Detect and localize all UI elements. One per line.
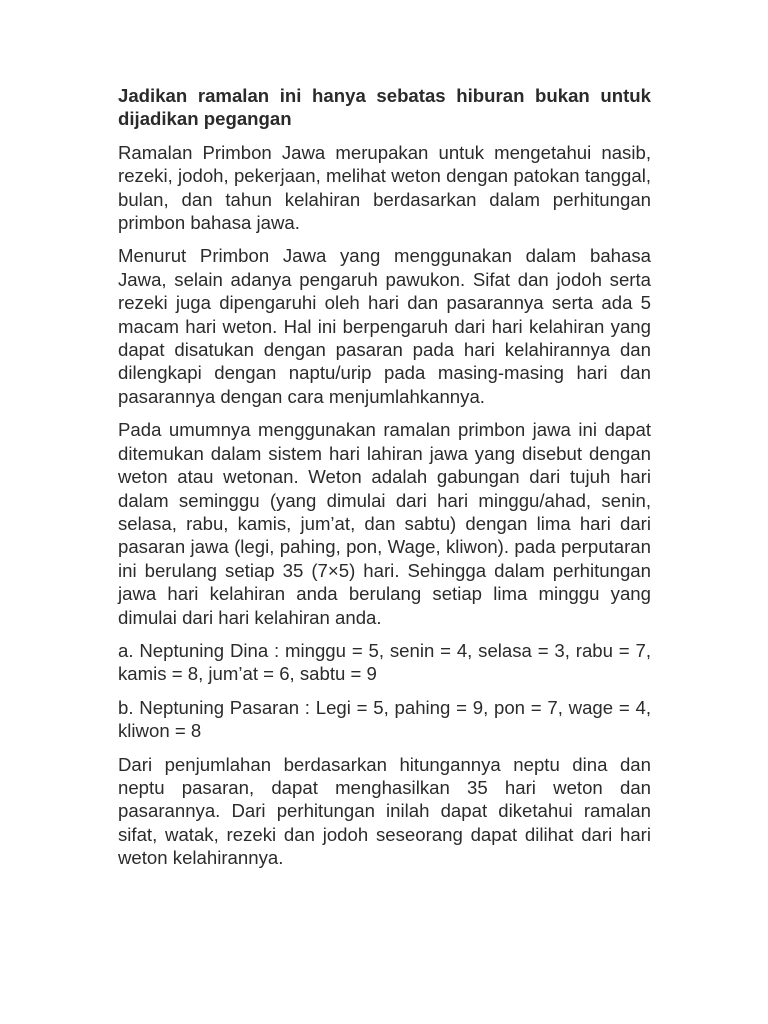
document-heading: Jadikan ramalan ini hanya sebatas hiburan bukan untuk dijadikan pegangan: [118, 85, 651, 130]
document-page: [118, 84, 651, 880]
paragraph-neptuning-pasaran: b. Neptuning Pasaran : Legi = 5, pahing = 9, pon = 7, wage = 4, kliwon = 8: [118, 696, 651, 742]
paragraph-pawukon: Menurut Primbon Jawa yang menggunakan dalam bahasa Jawa, selain adanya pengaruh pawukon. Sifat dan jodoh serta rezeki juga dipengaruhi oleh hari dan pasarannya serta ada 5 macam hari weton. Hal ini berpengaruh dari hari kelahiran yang dapat disatukan dengan pasaran pada hari kelahirannya dan dilengkapi dengan naptu/urip pada masing-masing hari dan pasarannya dengan cara menjumlahkannya.: [118, 245, 651, 407]
paragraph-weton: Pada umumnya menggunakan ramalan primbon jawa ini dapat ditemukan dalam sistem hari lahiran jawa yang disebut dengan weton atau wetonan. Weton adalah gabungan dari tujuh hari dalam seminggu (yang dimulai dari hari minggu/ahad, senin, selasa, rabu, kamis, jum’at, dan sabtu) dengan lima hari dari pasaran jawa (legi, pahing, pon, Wage, kliwon). pada perputaran ini berulang setiap 35 (7×5) hari. Sehingga dalam perhitungan jawa hari kelahiran anda berulang setiap lima minggu yang dimulai dari hari kelahiran anda.: [118, 419, 651, 628]
paragraph-intro: Ramalan Primbon Jawa merupakan untuk mengetahui nasib, rezeki, jodoh, pekerjaan, melihat weton dengan patokan tanggal, bulan, dan tahun kelahiran berdasarkan dalam perhitungan primbon bahasa jawa.: [118, 141, 651, 234]
paragraph-neptuning-dina: a. Neptuning Dina : minggu = 5, senin = 4, selasa = 3, rabu = 7, kamis = 8, jum’at = 6, sabtu = 9: [118, 639, 651, 685]
paragraph-conclusion: Dari penjumlahan berdasarkan hitungannya neptu dina dan neptu pasaran, dapat menghasilkan 35 hari weton dan pasarannya. Dari perhitungan inilah dapat diketahui ramalan sifat, watak, rezeki dan jodoh seseorang dapat dilihat dari hari weton kelahirannya.: [118, 753, 651, 869]
